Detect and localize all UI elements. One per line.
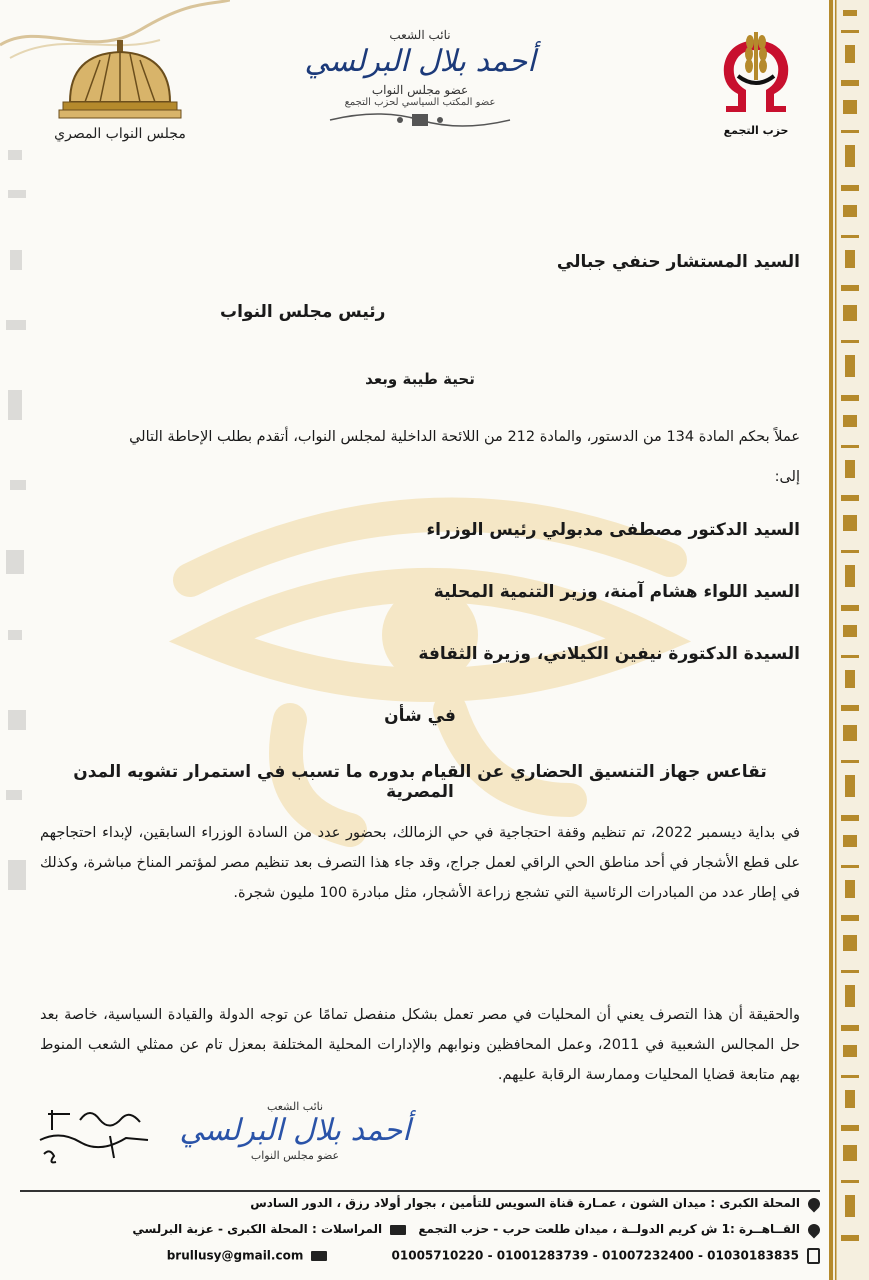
location-pin-icon	[806, 1195, 823, 1212]
footer-contacts	[20, 1248, 820, 1264]
recipient-1: السيد الدكتور مصطفى مدبولي رئيس الوزراء	[426, 520, 800, 540]
signature-block	[175, 1100, 415, 1162]
addressee-name: السيد المستشار حنفي جبالي	[556, 252, 800, 272]
letterhead	[300, 28, 540, 136]
parliament-dome-icon	[55, 40, 185, 120]
addressee-title-text: رئيس مجلس النواب	[220, 302, 386, 322]
left-edge-pattern	[0, 150, 40, 930]
paragraph-2: والحقيقة أن هذا التصرف يعني أن المحليات في مصر تعمل بشكل منفصل تمامًا عن توجه الدولة والقيادة السياسية، خاصة بعد حل المجالس الشعبية في 2011، وعمل المحافظين ونوابهم والإدارات المحلية المختلفة بمعزل تام عن ممثلي الشعب المنوط بهم متابعة قضايا المحليات وممارسة الرقابة عليهم.	[40, 1007, 801, 1083]
location-pin-icon	[806, 1221, 823, 1238]
parliament-logo	[45, 40, 195, 142]
footer-divider	[20, 1190, 820, 1192]
subject-line: تقاعس جهاز التنسيق الحضاري عن القيام بدوره ما تسبب في استمرار تشويه المدن المصرية	[73, 762, 767, 802]
addressee-title	[60, 302, 800, 322]
greeting: تحية طيبة وبعد	[365, 370, 475, 388]
handwritten-signature	[30, 1100, 160, 1170]
footer-address-1-text: المحلة الكبرى : ميدان الشون ، عمـارة قناة السويس للتأمين ، بجوار أولاد رزق ، الدور السادس	[250, 1196, 800, 1210]
mail-icon	[390, 1225, 406, 1235]
footer-address-2-text: القــاهــرة :1 ش كريم الدولــة ، ميدان طلعت حرب - حزب التجمع	[418, 1222, 800, 1236]
email-icon	[311, 1251, 327, 1261]
hieroglyph-border	[829, 0, 869, 1280]
party-logo	[710, 28, 802, 137]
footer-correspondence: المراسلات : المحلة الكبرى - عزبة البرلسي	[132, 1222, 383, 1236]
regarding-label: في شأن	[384, 706, 456, 726]
mp-title-line: نائب الشعب	[389, 28, 451, 42]
recipient-2: السيد اللواء هشام آمنة، وزير التنمية المحلية	[433, 582, 800, 602]
ornament-divider-icon	[320, 108, 520, 132]
mp-member-line: عضو مجلس النواب	[371, 83, 469, 97]
tagammu-emblem-icon	[716, 28, 796, 118]
footer-email[interactable]: brullusy@gmail.com	[166, 1248, 304, 1263]
signature-name: أحمد بلال البرلسي	[179, 1113, 411, 1148]
footer-address-2	[20, 1222, 820, 1236]
intro-line-1: عملاً بحكم المادة 134 من الدستور، والمادة 212 من اللائحة الداخلية لمجلس النواب، أتقدم بطلب الإحاطة التالي	[129, 429, 800, 445]
paragraph-1: في بداية ديسمبر 2022، تم تنظيم وقفة احتجاجية في حي الزمالك، بحضور عدد من السادة الوزراء السابقين، لإبداء احتجاجهم على قطع الأشجار في أحد مناطق الحي الراقي لعمل جراج، وقد جاء هذا التصرف بعد تنظيم مصر لمؤتمر المناخ مباشرة، وكذلك في إطار عدد من المبادرات الرئاسية التي تشجع زراعة الأشجار، مثل مبادرة 100 مليون شجرة.	[40, 825, 800, 901]
phone-icon	[807, 1248, 820, 1264]
party-label: حزب التجمع	[723, 124, 789, 137]
footer-address-1	[20, 1196, 820, 1210]
recipient-3: السيدة الدكتورة نيفين الكيلاني، وزيرة الثقافة	[418, 644, 800, 664]
intro-line-2: إلى:	[774, 469, 800, 485]
footer-phones: 01030183835 - 01007232400 - 01001283739 - 01005710220	[391, 1248, 799, 1263]
mp-name: أحمد بلال البرلسي	[304, 44, 536, 79]
mp-bureau-line: عضو المكتب السياسي لحزب التجمع	[344, 97, 496, 108]
parliament-label: مجلس النواب المصري	[54, 126, 186, 142]
signature-member-line: عضو مجلس النواب	[250, 1149, 340, 1162]
signature-title-line: نائب الشعب	[266, 1100, 324, 1113]
